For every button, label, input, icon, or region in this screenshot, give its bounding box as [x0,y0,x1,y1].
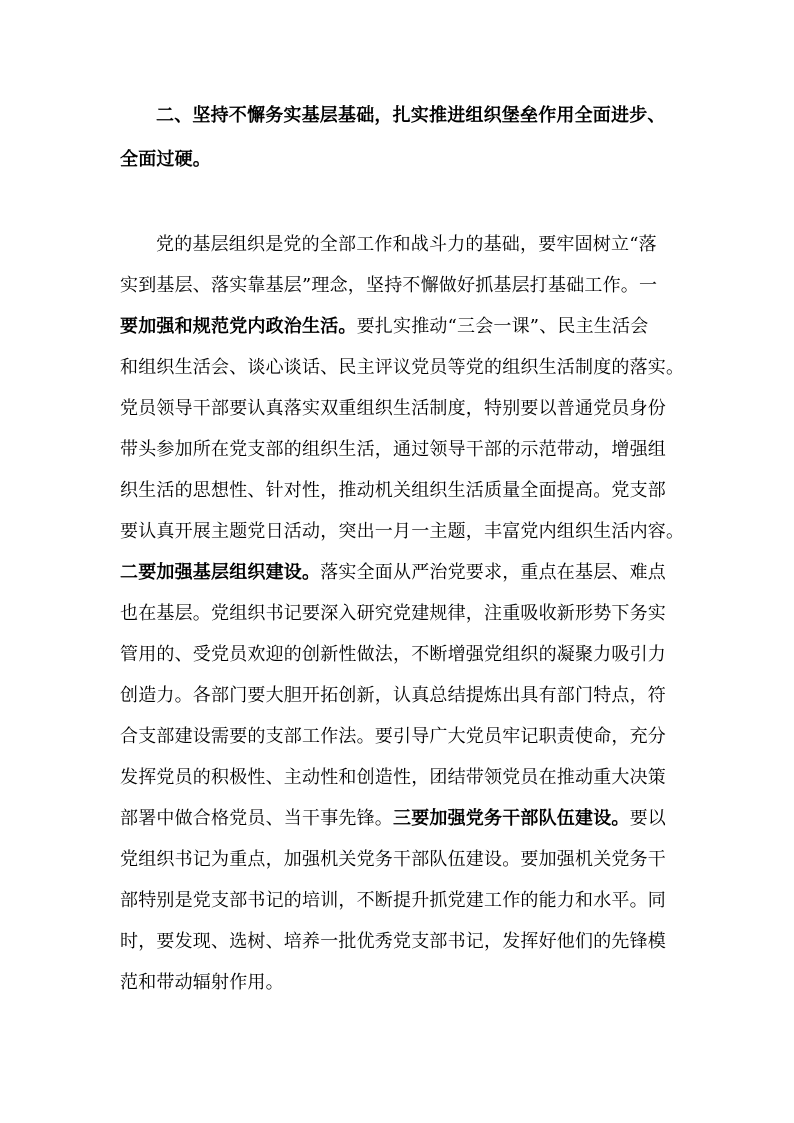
body-line-14: 发挥党员的积极性、主动性和创造性，团结带领党员在推动重大决策 [120,767,666,788]
subheading-one: 要加强和规范党内政治生活。 [120,316,357,337]
body-line-4: 和组织生活会、谈心谈话、民主评议党员等党的组织生活制度的落实。 [120,357,685,378]
body-line-18: 时，要发现、选树、培养一批优秀党支部书记，发挥好他们的先锋模 [120,931,666,952]
body-line-19: 范和带动辐射作用。 [120,972,284,993]
body-line-15 [120,799,680,839]
body-line-2: 实到基层、落实靠基层”理念，坚持不懈做好抓基层打基础工作。一 [120,275,658,296]
body-line-6: 带头参加所在党支部的组织生活，通过领导干部的示范带动，增强组 [120,439,666,460]
section-heading-line-1: 二、坚持不懈务实基层基础，扎实推进组织堡垒作用全面进步、 [156,105,666,126]
body-line-8: 要认真开展主题党日活动，突出一月一主题，丰富党内组织生活内容。 [120,521,685,542]
subheading-two: 二要加强基层组织建设。 [120,562,321,583]
body-line-15-post: 要以 [629,808,667,829]
body-line-15-pre: 部署中做合格党员、当干事先锋。 [120,808,393,829]
body-line-12: 创造力。各部门要大胆开拓创新，认真总结提炼出具有部门特点，符 [120,685,666,706]
body-line-16: 党组织书记为重点，加强机关党务干部队伍建设。要加强机关党务干 [120,849,666,870]
body-line-3 [120,307,680,347]
body-line-10: 也在基层。党组织书记要深入研究党建规律，注重吸收新形势下务实 [120,603,666,624]
subheading-three: 三要加强党务干部队伍建设。 [393,808,630,829]
body-line-5: 党员领导干部要认真落实双重组织生活制度，特别要以普通党员身份 [120,398,666,419]
body-line-1: 党的基层组织是党的全部工作和战斗力的基础，要牢固树立“落 [156,234,657,255]
section-heading-line-2: 全面过硬。 [120,149,211,170]
body-line-9 [120,553,680,593]
body-line-11: 管用的、受党员欢迎的创新性做法，不断增强党组织的凝聚力吸引力 [120,644,666,665]
body-line-7: 织生活的思想性、针对性，推动机关组织生活质量全面提高。党支部 [120,480,666,501]
body-line-17: 部特别是党支部书记的培训，不断提升抓党建工作的能力和水平。同 [120,890,666,911]
body-line-13: 合支部建设需要的支部工作法。要引导广大党员牢记职责使命，充分 [120,726,666,747]
body-line-9-rest: 落实全面从严治党要求，重点在基层、难点 [320,562,667,583]
body-line-3-rest: 要扎实推动“三会一课”、民主生活会 [356,316,649,337]
